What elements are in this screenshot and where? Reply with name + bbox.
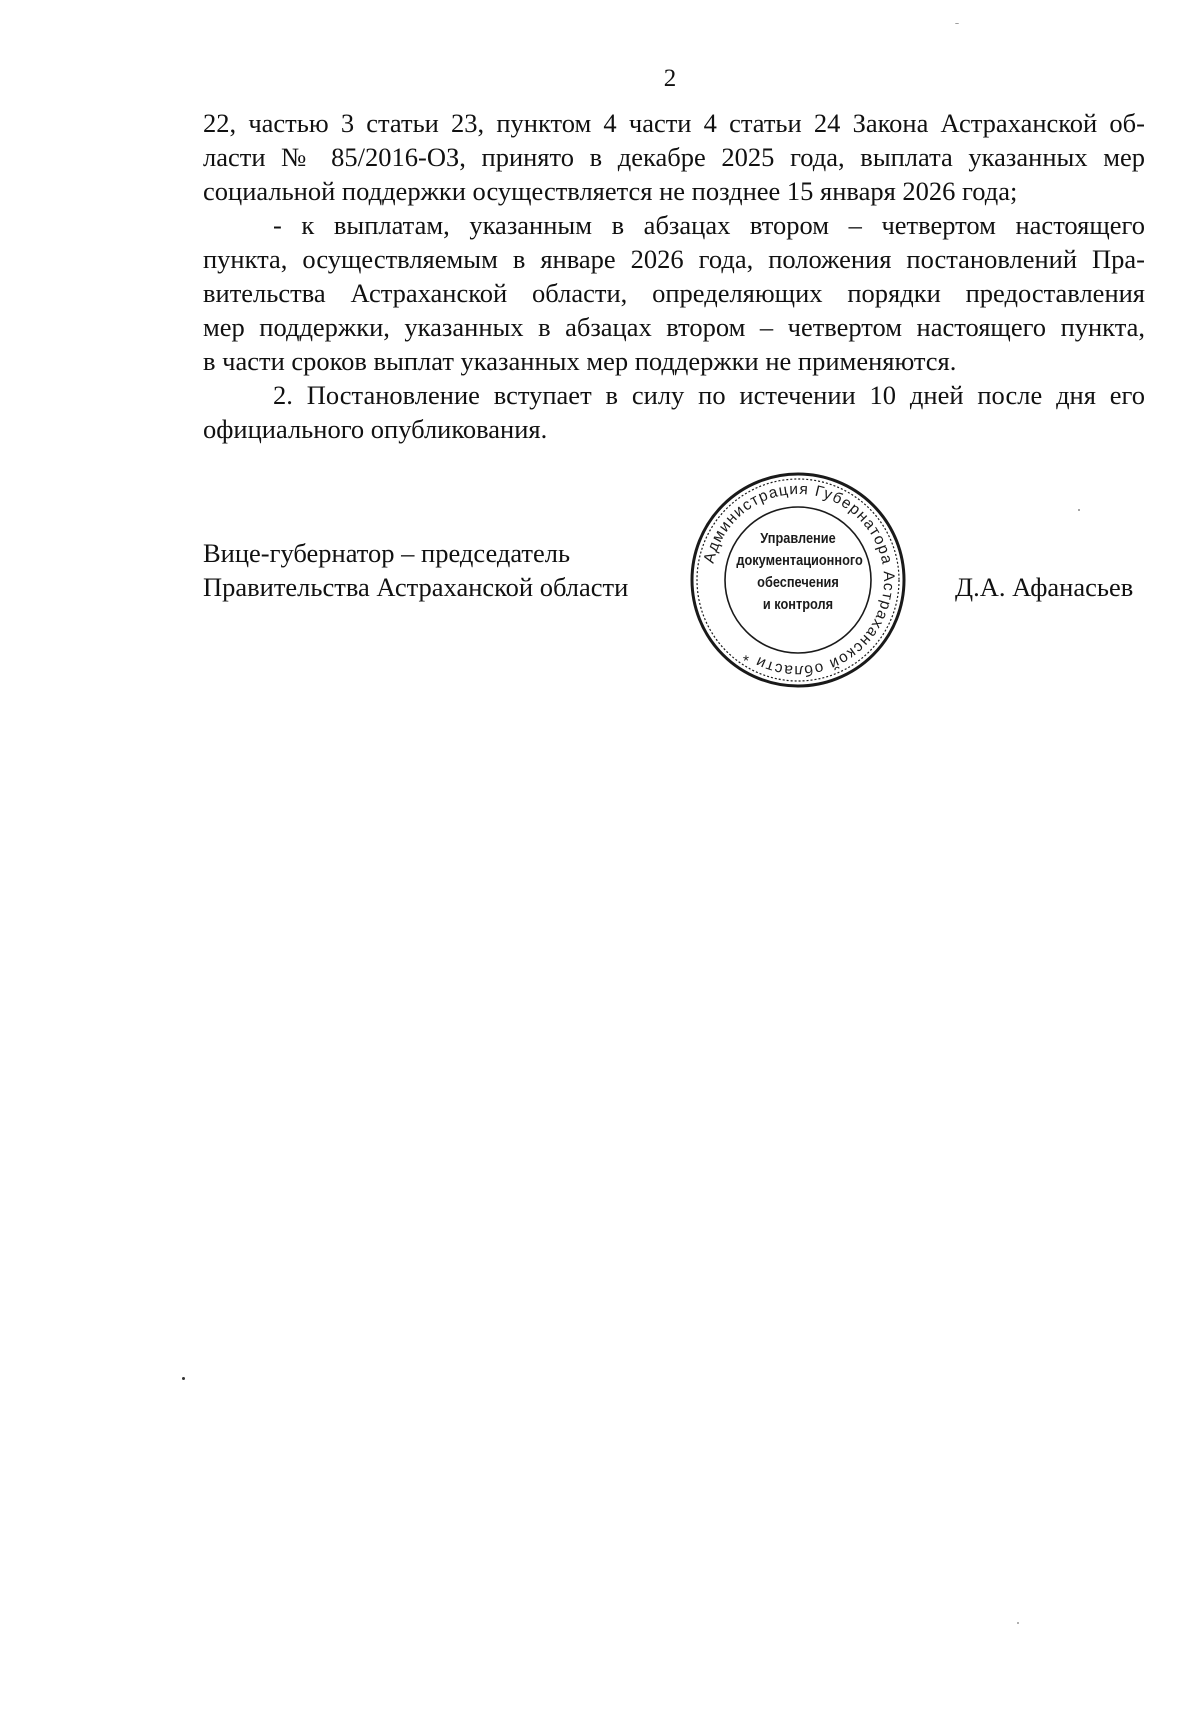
seal-center-line: обеспечения <box>757 575 839 591</box>
paragraph-payments <box>203 208 1145 378</box>
text-line: 2. Постановление вступает в силу по истечении 10 дней после дня его <box>273 380 1145 410</box>
paragraph-continuation <box>203 106 1145 208</box>
seal-center-line: Управление <box>760 531 836 547</box>
text-line: официального опубликования. <box>203 414 548 444</box>
scan-speck <box>182 1377 185 1380</box>
document-body <box>203 106 1145 446</box>
seal-center-line: и контроля <box>762 597 834 613</box>
text-line: социальной поддержки осуществляется не позднее 15 января 2026 года; <box>203 176 1018 206</box>
position-line: Вице-губернатор – председатель <box>203 538 571 568</box>
position-line: Правительства Астраханской области <box>203 572 629 602</box>
text-line: пункта, осуществляемым в январе 2026 года, положения постановлений Пра- <box>203 244 1145 274</box>
paragraph-effective-date <box>203 378 1145 446</box>
seal-ring-textpath: Администрация Губернатора Астраханской области * <box>700 480 898 680</box>
text-line: ласти № 85/2016-ОЗ, принято в декабре 2025 года, выплата указанных мер <box>203 142 1145 172</box>
text-line: вительства Астраханской области, определяющих порядки предоставления <box>203 278 1145 308</box>
seal-center-line: документационного <box>736 553 863 569</box>
text-line: 22, частью 3 статьи 23, пунктом 4 части 4 статьи 24 Закона Астраханской об- <box>203 108 1145 138</box>
scan-speck <box>1078 509 1080 511</box>
page-number: 2 <box>663 65 677 92</box>
signatory-name: Д.А. Афанасьев <box>955 572 1134 602</box>
text-line: - к выплатам, указанным в абзацах втором – четвертом настоящего <box>273 210 1145 240</box>
scan-speck <box>955 23 959 24</box>
text-line: в части сроков выплат указанных мер поддержки не применяются. <box>203 346 957 376</box>
seal-center-text <box>736 528 863 616</box>
official-seal <box>688 470 908 690</box>
text-line: мер поддержки, указанных в абзацах втором – четвертом настоящего пункта, <box>203 312 1145 342</box>
scan-speck <box>1017 1622 1019 1624</box>
signatory-position <box>203 536 628 604</box>
